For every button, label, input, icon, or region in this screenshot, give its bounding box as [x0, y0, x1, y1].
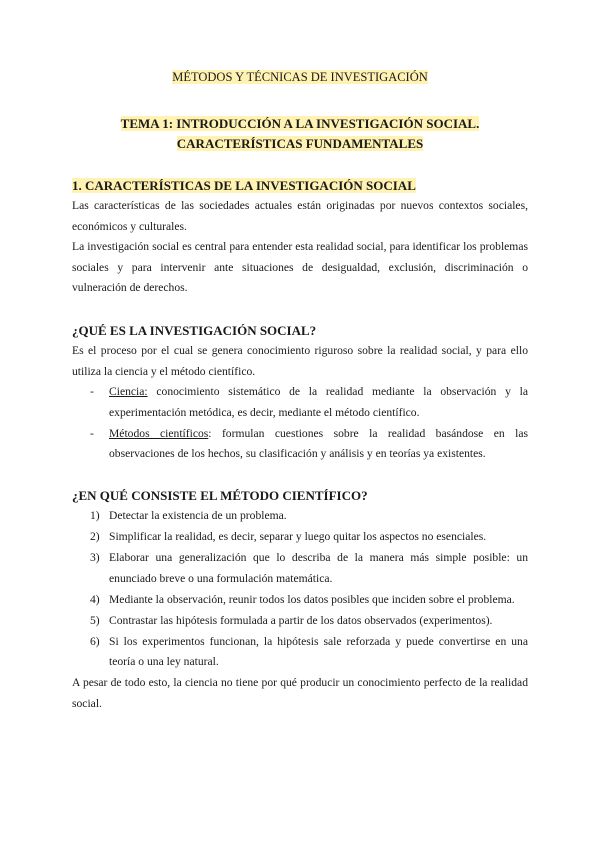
term-definition: conocimiento sistemático de la realidad mediante la observación y la experimentación metódica, es decir, mediante el método científico. [109, 385, 528, 419]
list-item [72, 611, 528, 632]
paragraph: Las características de las sociedades actuales están originadas por nuevos contextos sociales, económicos y culturales. [72, 199, 528, 233]
list-item [72, 506, 528, 527]
closing-paragraph: A pesar de todo esto, la ciencia no tiene por qué producir un conocimiento perfecto de la realidad social. [72, 676, 528, 710]
step-number: 1) [90, 509, 100, 522]
section-heading [72, 176, 528, 196]
step-number: 3) [90, 551, 100, 564]
section-heading: ¿EN QUÉ CONSISTE EL MÉTODO CIENTÍFICO? [72, 488, 368, 503]
section-heading-text: 1. CARACTERÍSTICAS DE LA INVESTIGACIÓN SOCIAL [72, 178, 416, 193]
section-what-is [72, 321, 528, 465]
list-item [72, 382, 528, 423]
step-number: 4) [90, 592, 100, 606]
section-scientific-method [72, 486, 528, 714]
list-item [72, 527, 528, 548]
step-number: 2) [90, 530, 100, 543]
step-number: 6) [90, 634, 100, 648]
paragraph: Es el proceso por el cual se genera conocimiento riguroso sobre la realidad social, y para ello utiliza la ciencia y el método científico. [72, 344, 528, 378]
term-label: Ciencia: [109, 385, 148, 398]
term-label: Métodos científicos [109, 426, 209, 440]
topic-title-line2: CARACTERÍSTICAS FUNDAMENTALES [176, 136, 424, 151]
bullet-marker: - [90, 385, 94, 398]
step-text: Detectar la existencia de un problema. [109, 509, 287, 522]
list-item [72, 632, 528, 673]
step-text: Contrastar las hipótesis formulada a partir de los datos observados (experimentos). [109, 613, 493, 627]
step-number: 5) [90, 613, 100, 627]
section-heading: ¿QUÉ ES LA INVESTIGACIÓN SOCIAL? [72, 323, 317, 338]
course-title-text: MÉTODOS Y TÉCNICAS DE INVESTIGACIÓN [172, 70, 428, 84]
term-definition: : formulan cuestiones sobre la realidad basándose en las observaciones de los hechos, su clasificación y análisis y en teorías ya existentes. [109, 426, 529, 460]
bullet-marker: - [90, 426, 94, 440]
step-text: Simplificar la realidad, es decir, separar y luego quitar los aspectos no esenciales. [109, 530, 487, 543]
definition-list [72, 382, 528, 465]
step-text: Mediante la observación, reunir todos los datos posibles que inciden sobre el problema. [109, 592, 515, 606]
method-steps [72, 506, 528, 673]
topic-title [0, 114, 600, 154]
topic-title-line1: TEMA 1: INTRODUCCIÓN A LA INVESTIGACIÓN SOCIAL. [120, 116, 480, 131]
list-item [72, 590, 528, 611]
course-title [0, 70, 600, 85]
step-text: Elaborar una generalización que lo describa de la manera más simple posible: un enunciado breve o una formulación matemática. [109, 551, 528, 585]
list-item [72, 424, 528, 465]
list-item [72, 548, 528, 589]
paragraph: La investigación social es central para entender esta realidad social, para identificar los problemas sociales y para intervenir ante situaciones de desigualdad, exclusión, discriminación o vulneración de derechos. [72, 240, 528, 294]
step-text: Si los experimentos funcionan, la hipótesis sale reforzada y puede convertirse en una teoría o una ley natural. [109, 634, 528, 668]
section-characteristics [72, 176, 528, 299]
